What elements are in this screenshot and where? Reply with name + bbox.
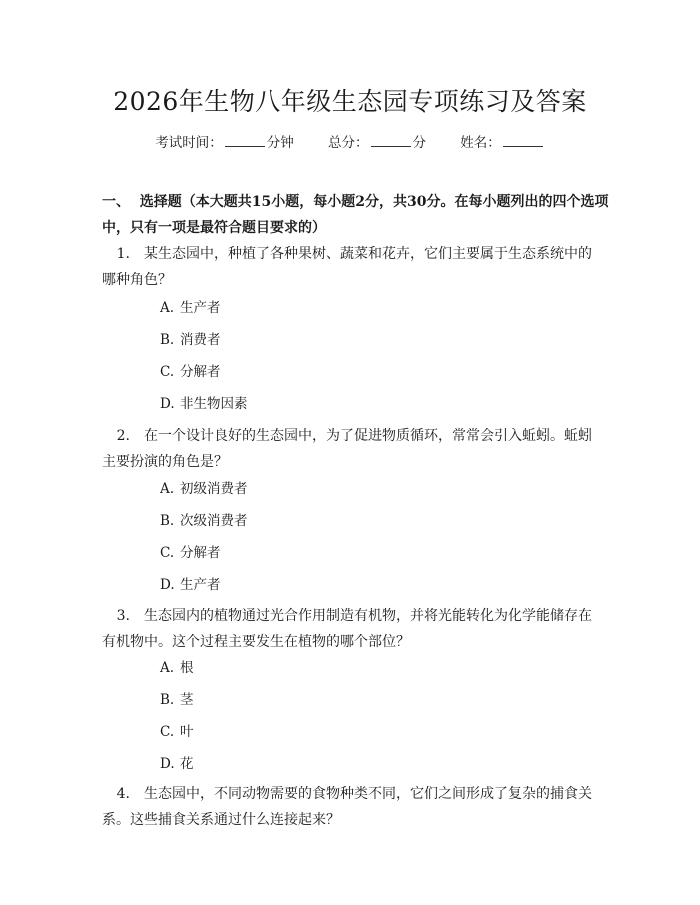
question-number: 1. [116,246,130,262]
option-text: 生产者 [180,577,221,593]
option-letter: A. [160,300,175,316]
option-letter: A. [160,481,175,497]
option-letter: B. [160,332,175,348]
option-letter: C. [160,364,175,380]
total-score-label: 总分： [328,135,369,151]
option-letter: D. [160,756,175,772]
option-text: 消费者 [180,332,221,348]
question-4 [102,781,602,833]
exam-info-line [0,131,700,151]
student-name-blank [503,133,543,147]
student-name-field [460,131,545,151]
section-heading-text: 选择题（本大题共15小题，每小题2分，共30分。在每小题列出的四个选项中，只有一项是最符合题目要求的） [102,194,609,236]
option-letter: C. [160,724,175,740]
question-1 [102,241,602,293]
option-letter: C. [160,545,175,561]
option-text: 生产者 [180,300,221,316]
option-letter: B. [160,692,175,708]
question-text: 在一个设计良好的生态园中，为了促进物质循环，常常会引入蚯蚓。蚯蚓主要扮演的角色是？ [102,428,592,470]
option-letter: A. [160,660,175,676]
option-text: 非生物因素 [180,396,248,412]
exam-time-field [155,131,294,151]
option-text: 分解者 [180,364,221,380]
option-letter: D. [160,396,175,412]
question-3 [102,603,602,655]
question-1-option-c [160,360,221,380]
question-3-option-b [160,688,194,708]
total-score-unit: 分 [412,135,426,151]
option-text: 根 [180,660,194,676]
question-text: 生态园内的植物通过光合作用制造有机物，并将光能转化为化学能储存在有机物中。这个过程主要发生在植物的哪个部位？ [102,608,592,650]
question-1-option-b [160,328,221,348]
question-3-option-a [160,656,194,676]
question-number: 2. [116,428,130,444]
question-2-option-a [160,477,248,497]
total-score-field [328,131,426,151]
question-3-option-c [160,720,194,740]
question-number: 4. [116,786,130,802]
question-2 [102,423,602,475]
question-text: 生态园中，不同动物需要的食物种类不同，它们之间形成了复杂的捕食关系。这些捕食关系通过什么连接起来？ [102,786,592,828]
question-2-option-d [160,573,221,593]
question-1-option-a [160,296,221,316]
section-heading [102,189,612,241]
question-1-option-d [160,392,248,412]
question-number: 3. [116,608,130,624]
question-2-option-c [160,541,221,561]
option-letter: B. [160,513,175,529]
question-3-option-d [160,752,194,772]
exam-time-label: 考试时间： [155,135,223,151]
exam-time-unit: 分钟 [266,135,294,151]
option-text: 次级消费者 [180,513,248,529]
exam-time-blank [225,133,265,147]
question-text: 某生态园中，种植了各种果树、蔬菜和花卉，它们主要属于生态系统中的哪种角色？ [102,246,592,288]
total-score-blank [371,133,411,147]
question-2-option-b [160,509,248,529]
option-text: 茎 [180,692,194,708]
option-text: 花 [180,756,194,772]
section-number: 一、 [102,194,130,210]
student-name-label: 姓名： [460,135,501,151]
option-text: 初级消费者 [180,481,248,497]
option-text: 叶 [180,724,194,740]
page-title: 2026年生物八年级生态园专项练习及答案 [113,87,587,116]
option-text: 分解者 [180,545,221,561]
option-letter: D. [160,577,175,593]
